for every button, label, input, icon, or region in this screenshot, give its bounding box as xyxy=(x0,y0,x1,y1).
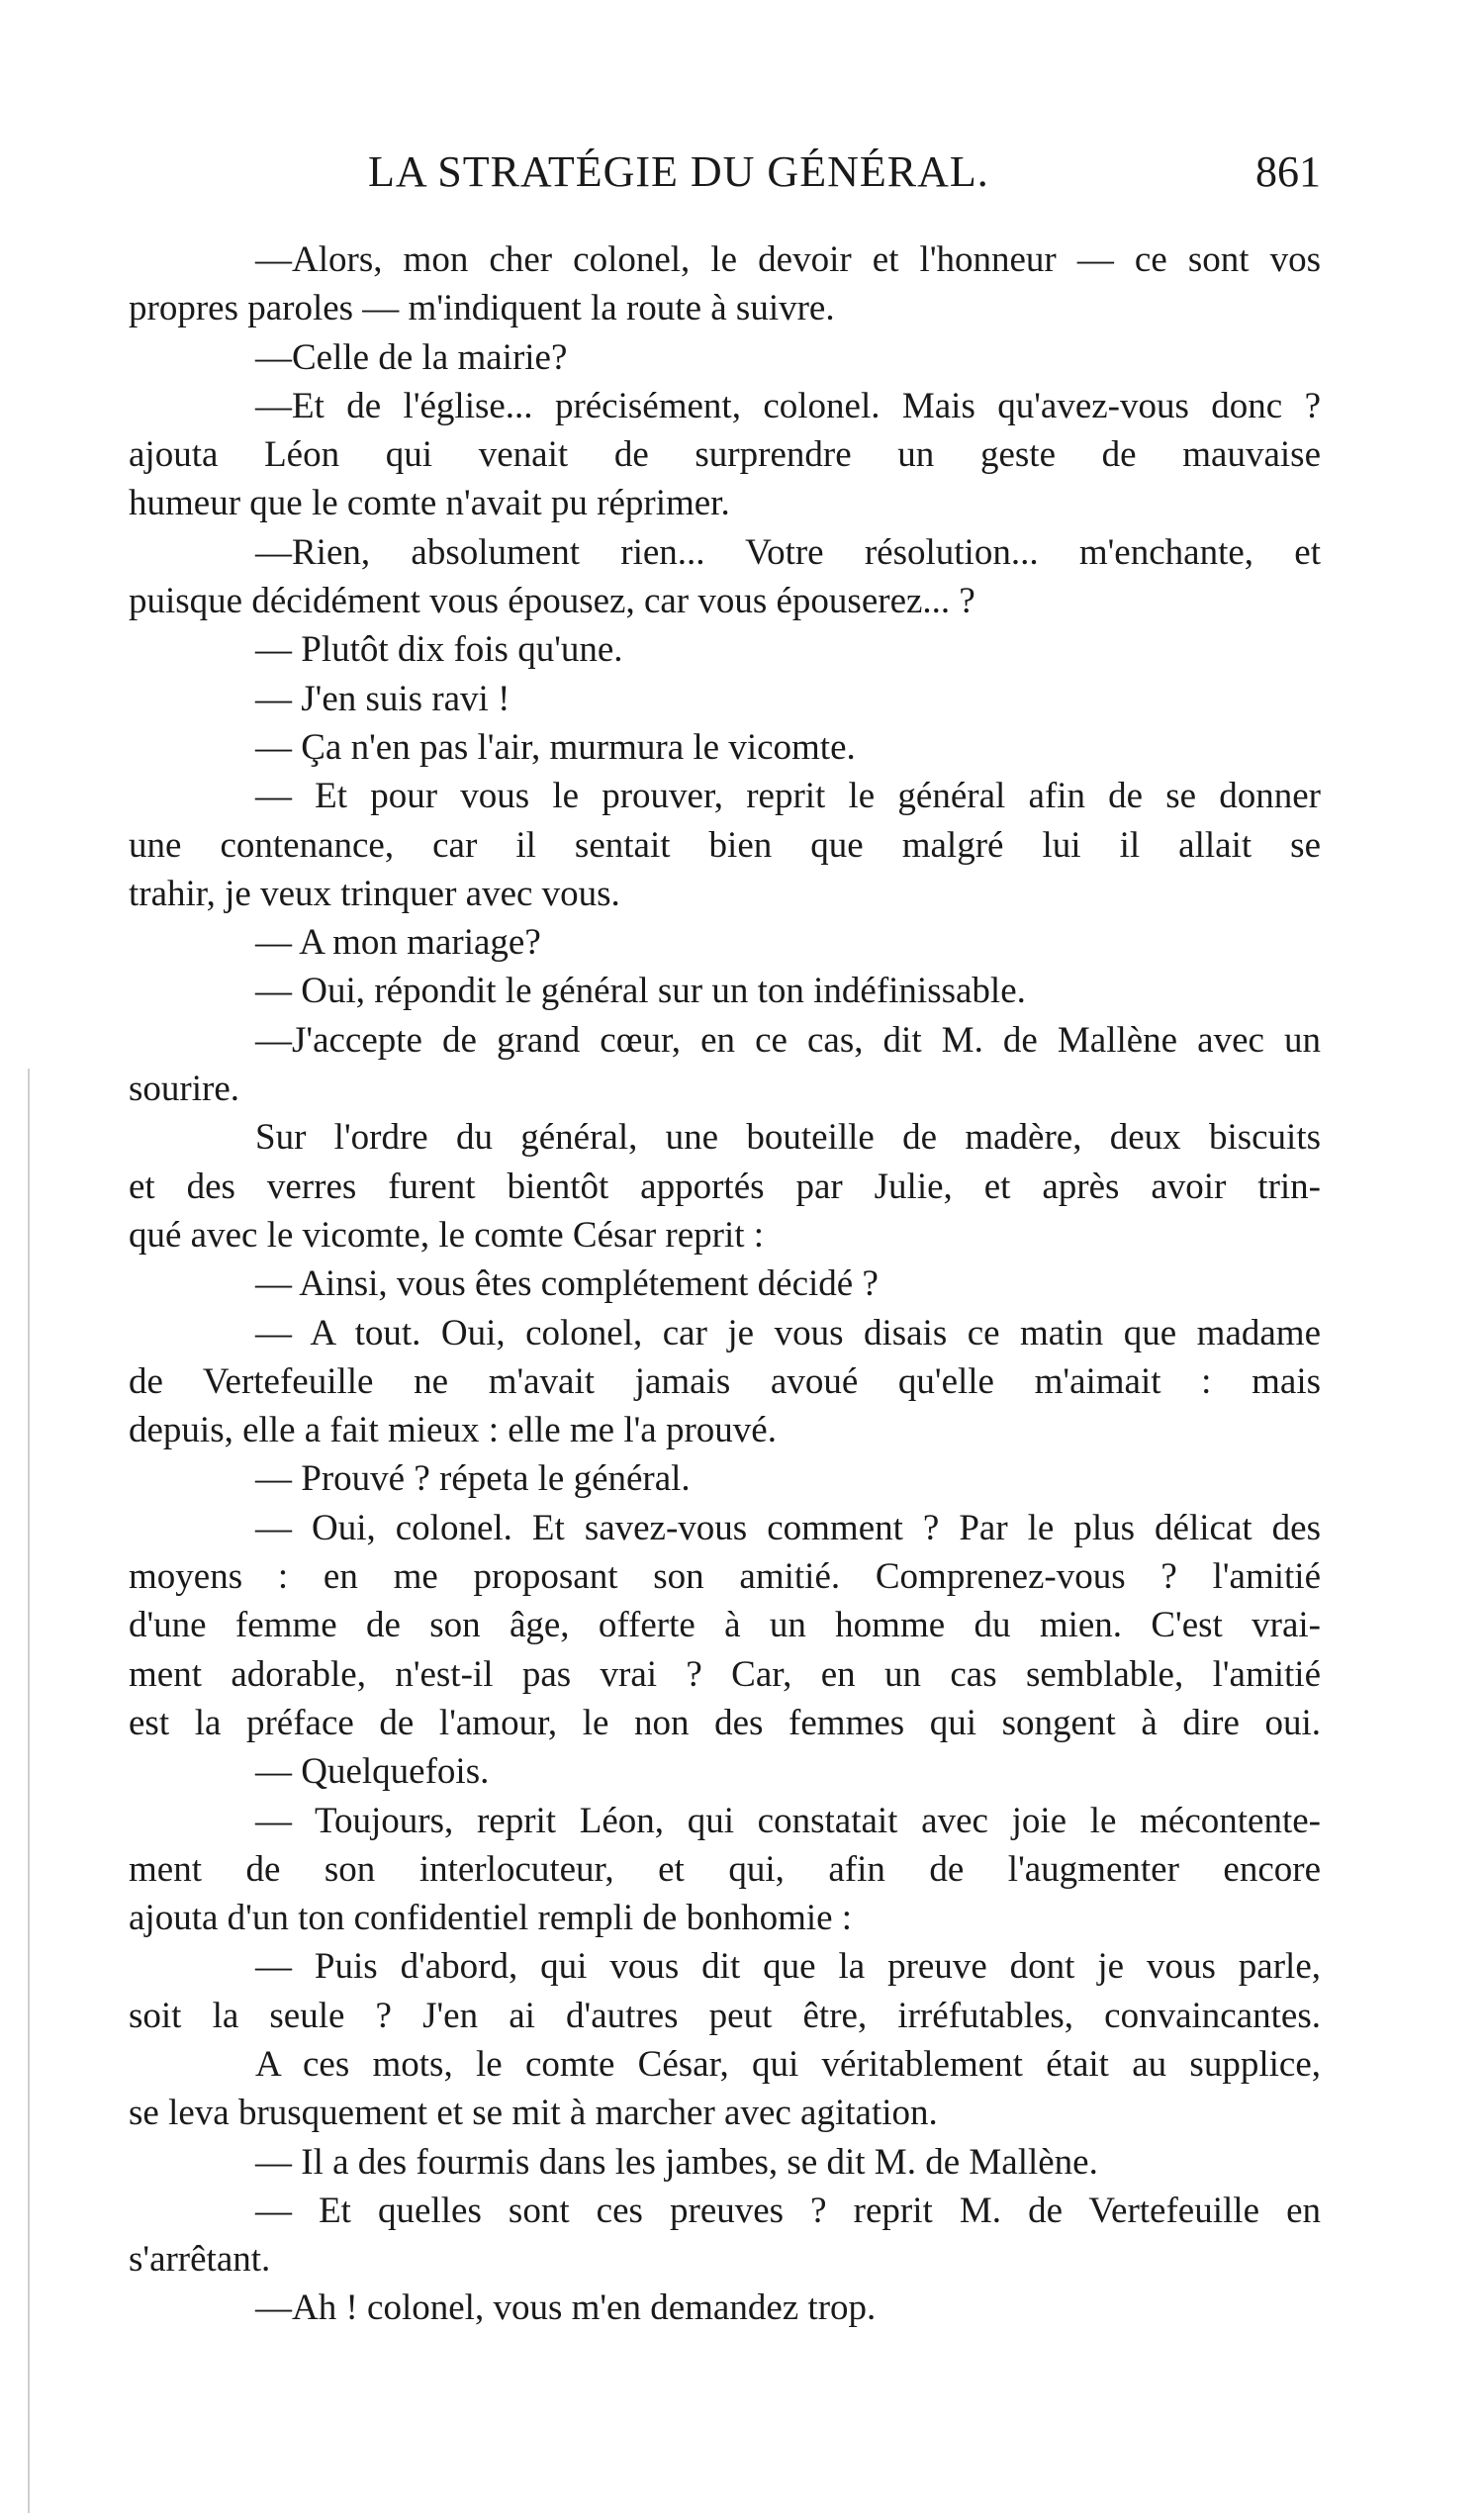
text-line: de Vertefeuille ne m'avait jamais avoué qu'elle m'aimait : mais xyxy=(129,1360,1321,1402)
text-line: depuis, elle a fait mieux : elle me l'a prouvé. xyxy=(129,1410,777,1451)
text-line: — J'en suis ravi ! xyxy=(255,678,510,719)
text-line: ajouta d'un ton confidentiel rempli de bonhomie : xyxy=(129,1898,853,1939)
text-line: — A mon mariage? xyxy=(255,922,541,964)
text-line: — Plutôt dix fois qu'une. xyxy=(255,629,623,671)
text-line: —Ah ! colonel, vous m'en demandez trop. xyxy=(255,2287,877,2329)
text-line: trahir, je veux trinquer avec vous. xyxy=(129,873,620,914)
text-line: sourire. xyxy=(129,1069,239,1110)
page-header xyxy=(129,146,1321,206)
text-line: ment de son interlocuteur, et qui, afin de l'augmenter encore xyxy=(129,1848,1321,1890)
text-line: —Rien, absolument rien... Votre résolution... m'enchante, et xyxy=(255,531,1321,573)
text-line: — Ainsi, vous êtes complétement décidé ? xyxy=(255,1263,879,1305)
text-line: s'arrêtant. xyxy=(129,2239,271,2281)
text-line: une contenance, car il sentait bien que malgré lui il allait se xyxy=(129,824,1321,866)
text-line: se leva brusquement et se mit à marcher avec agitation. xyxy=(129,2093,938,2134)
text-line: humeur que le comte n'avait pu réprimer. xyxy=(129,483,730,524)
text-line: d'une femme de son âge, offerte à un homme du mien. C'est vrai- xyxy=(129,1605,1321,1646)
text-line: — Il a des fourmis dans les jambes, se dit M. de Mallène. xyxy=(255,2141,1098,2183)
body-text xyxy=(129,235,1321,2333)
page-number: 861 xyxy=(1255,147,1321,196)
text-line: —Et de l'église... précisément, colonel. Mais qu'avez-vous donc ? xyxy=(255,385,1321,426)
text-line: — Puis d'abord, qui vous dit que la preuve dont je vous parle, xyxy=(255,1946,1321,1988)
text-line: — Toujours, reprit Léon, qui constatait avec joie le mécontente- xyxy=(255,1800,1321,1841)
text-line: —Alors, mon cher colonel, le devoir et l'honneur — ce sont vos xyxy=(255,239,1321,280)
text-line: propres paroles — m'indiquent la route à suivre. xyxy=(129,288,835,329)
text-line: moyens : en me proposant son amitié. Comprenez-vous ? l'amitié xyxy=(129,1556,1321,1598)
text-line: ment adorable, n'est-il pas vrai ? Car, en un cas semblable, l'amitié xyxy=(129,1653,1321,1695)
text-line: — Et pour vous le prouver, reprit le général afin de se donner xyxy=(255,776,1321,817)
text-line: qué avec le vicomte, le comte César reprit : xyxy=(129,1214,765,1256)
text-line: —J'accepte de grand cœur, en ce cas, dit M. de Mallène avec un xyxy=(255,1019,1321,1061)
text-line: et des verres furent bientôt apportés par Julie, et après avoir trin- xyxy=(129,1166,1321,1207)
text-line: — Oui, colonel. Et savez-vous comment ? Par le plus délicat des xyxy=(255,1507,1321,1548)
text-line: puisque décidément vous épousez, car vous épouserez... ? xyxy=(129,581,975,622)
text-line: ajouta Léon qui venait de surprendre un geste de mauvaise xyxy=(129,434,1321,476)
text-line: — Et quelles sont ces preuves ? reprit M. de Vertefeuille en xyxy=(255,2190,1321,2231)
text-line: est la préface de l'amour, le non des femmes qui songent à dire oui. xyxy=(129,1702,1321,1743)
text-line: — Prouvé ? répeta le général. xyxy=(255,1458,691,1500)
text-line: —Celle de la mairie? xyxy=(255,336,568,378)
running-title: LA STRATÉGIE DU GÉNÉRAL. xyxy=(368,147,989,196)
page-edge-line xyxy=(28,1069,30,2513)
text-line: A ces mots, le comte César, qui véritablement était au supplice, xyxy=(255,2043,1321,2085)
text-line: — A tout. Oui, colonel, car je vous disais ce matin que madame xyxy=(255,1312,1321,1353)
text-line: Sur l'ordre du général, une bouteille de madère, deux biscuits xyxy=(255,1117,1321,1159)
text-line: soit la seule ? J'en ai d'autres peut être, irréfutables, convaincantes. xyxy=(129,1995,1321,2036)
text-line: — Quelquefois. xyxy=(255,1751,490,1793)
text-line: — Oui, répondit le général sur un ton indéfinissable. xyxy=(255,971,1026,1012)
text-line: — Ça n'en pas l'air, murmura le vicomte. xyxy=(255,726,856,768)
